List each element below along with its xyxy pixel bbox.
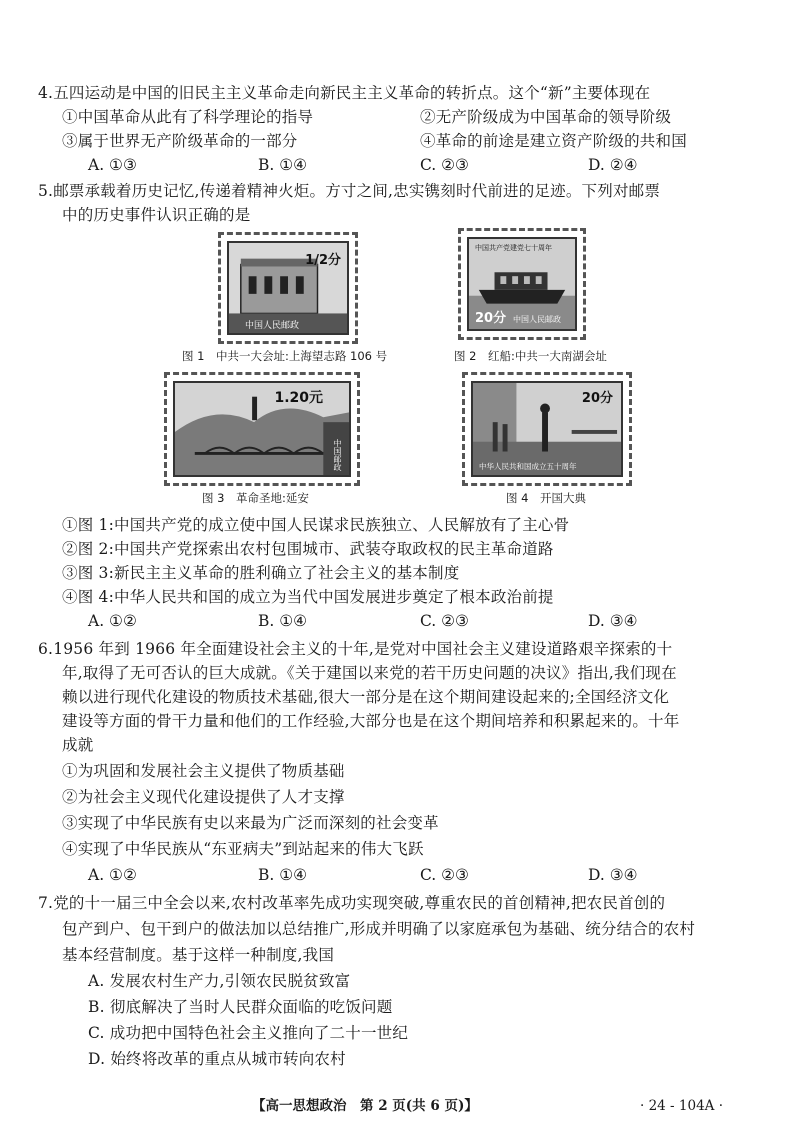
q7-choice-a: A. 发展农村生产力,引领农民脱贫致富: [88, 972, 351, 990]
stamp-4-caption: 图 4 开国大典: [506, 491, 586, 505]
stamp-3-value: 1.20元: [274, 390, 323, 406]
q6-option-d: D. ③④: [588, 866, 638, 884]
q7-line-2: 包产到户、包干到户的做法加以总结推广,形成并明确了以家庭承包为基础、统分结合的农村: [62, 920, 696, 938]
stamp-1-image: [218, 232, 358, 344]
q6-line-2: 年,取得了无可否认的巨大成就。《关于建国以来党的若干历史问题的决议》指出,我们现在: [62, 664, 677, 682]
q7-choice-d: D. 始终将改革的重点从城市转向农村: [88, 1050, 346, 1068]
paper-code: · 24 - 104A ·: [640, 1098, 724, 1114]
q5-option-b: B. ①④: [258, 612, 308, 630]
q4-item-1: ①中国革命从此有了科学理论的指导: [62, 108, 314, 126]
q4-item-2: ②无产阶级成为中国革命的领导阶级: [420, 108, 672, 126]
stamp-1-text: 中国人民邮政: [245, 321, 300, 331]
q5-item-2: ②图 2:中国共产党探索出农村包围城市、武装夺取政权的民主革命道路: [62, 540, 554, 558]
stamp-3-caption: 图 3 革命圣地:延安: [202, 491, 309, 505]
q6-item-2: ②为社会主义现代化建设提供了人才支撑: [62, 788, 345, 806]
q4-option-c: C. ②③: [420, 156, 469, 174]
q4-option-b: B. ①④: [258, 156, 308, 174]
q6-line-1: 6.1956 年到 1966 年全面建设社会主义的十年,是党对中国社会主义建设道路艰辛探索的十: [38, 640, 673, 658]
q5-item-1: ①图 1:中国共产党的成立使中国人民谋求民族独立、人民解放有了主心骨: [62, 516, 570, 534]
q5-option-d: D. ③④: [588, 612, 638, 630]
stamp-2-value: 20分: [475, 311, 507, 326]
stamp-4-text: 中华人民共和国成立五十周年: [479, 462, 577, 471]
stamp-3-image: [164, 372, 360, 486]
q6-item-4: ④实现了中华民族从“东亚病夫”到站起来的伟大飞跃: [62, 840, 424, 858]
stamp-1-value: 1/2分: [305, 253, 341, 268]
q6-item-1: ①为巩固和发展社会主义提供了物质基础: [62, 762, 345, 780]
q6-line-3: 赖以进行现代化建设的物质技术基础,很大一部分是在这个期间建设起来的;全国经济文化: [62, 688, 670, 706]
q6-option-b: B. ①④: [258, 866, 308, 884]
q5-item-4: ④图 4:中华人民共和国的成立为当代中国发展进步奠定了根本政治前提: [62, 588, 554, 606]
stamp-2-image: [458, 228, 586, 340]
stamp-2-caption: 图 2 红船:中共一大南湖会址: [454, 349, 607, 363]
stamp-2-text: 中国人民邮政: [513, 315, 561, 324]
q6-option-a: A. ①②: [88, 866, 137, 884]
q5-stem-line1: 5.邮票承载着历史记忆,传递着精神火炬。方寸之间,忠实镌刻时代前进的足迹。下列对邮票: [38, 182, 661, 200]
q6-options: [88, 864, 748, 886]
q5-option-c: C. ②③: [420, 612, 469, 630]
q5-option-a: A. ①②: [88, 612, 137, 630]
q4-stem: 4.五四运动是中国的旧民主主义革命走向新民主主义革命的转折点。这个“新”主要体现在: [38, 84, 651, 102]
q7-line-3: 基本经营制度。基于这样一种制度,我国: [62, 946, 335, 964]
stamp-4-image: [462, 372, 632, 486]
q6-line-5: 成就: [62, 736, 94, 754]
stamp-2-header: 中国共产党建党七十周年: [475, 244, 552, 252]
q4-option-d: D. ②④: [588, 156, 638, 174]
q4-item-4: ④革命的前途是建立资产阶级的共和国: [420, 132, 687, 150]
q7-line-1: 7.党的十一届三中全会以来,农村改革率先成功实现突破,尊重农民的首创精神,把农民首创的: [38, 894, 666, 912]
q4-option-a: A. ①③: [88, 156, 137, 174]
stamp-4-value: 20分: [581, 391, 613, 406]
q6-option-c: C. ②③: [420, 866, 469, 884]
stamp-3-text: 中国邮政: [333, 439, 342, 471]
q4-options: [88, 154, 748, 176]
q5-item-3: ③图 3:新民主主义革命的胜利确立了社会主义的基本制度: [62, 564, 460, 582]
q5-stem-line2: 中的历史事件认识正确的是: [62, 206, 251, 224]
q6-item-3: ③实现了中华民族有史以来最为广泛而深刻的社会变革: [62, 814, 439, 832]
q7-choice-c: C. 成功把中国特色社会主义推向了二十一世纪: [88, 1024, 409, 1042]
q4-item-3: ③属于世界无产阶级革命的一部分: [62, 132, 298, 150]
q5-options: [88, 610, 748, 632]
q6-line-4: 建设等方面的骨干力量和他们的工作经验,大部分也是在这个期间培养和积累起来的。十年: [62, 712, 680, 730]
page-footer: 【高一思想政治 第 2 页(共 6 页)】: [252, 1098, 478, 1114]
q7-choice-b: B. 彻底解决了当时人民群众面临的吃饭问题: [88, 998, 393, 1016]
stamp-1-caption: 图 1 中共一大会址:上海望志路 106 号: [182, 349, 388, 363]
